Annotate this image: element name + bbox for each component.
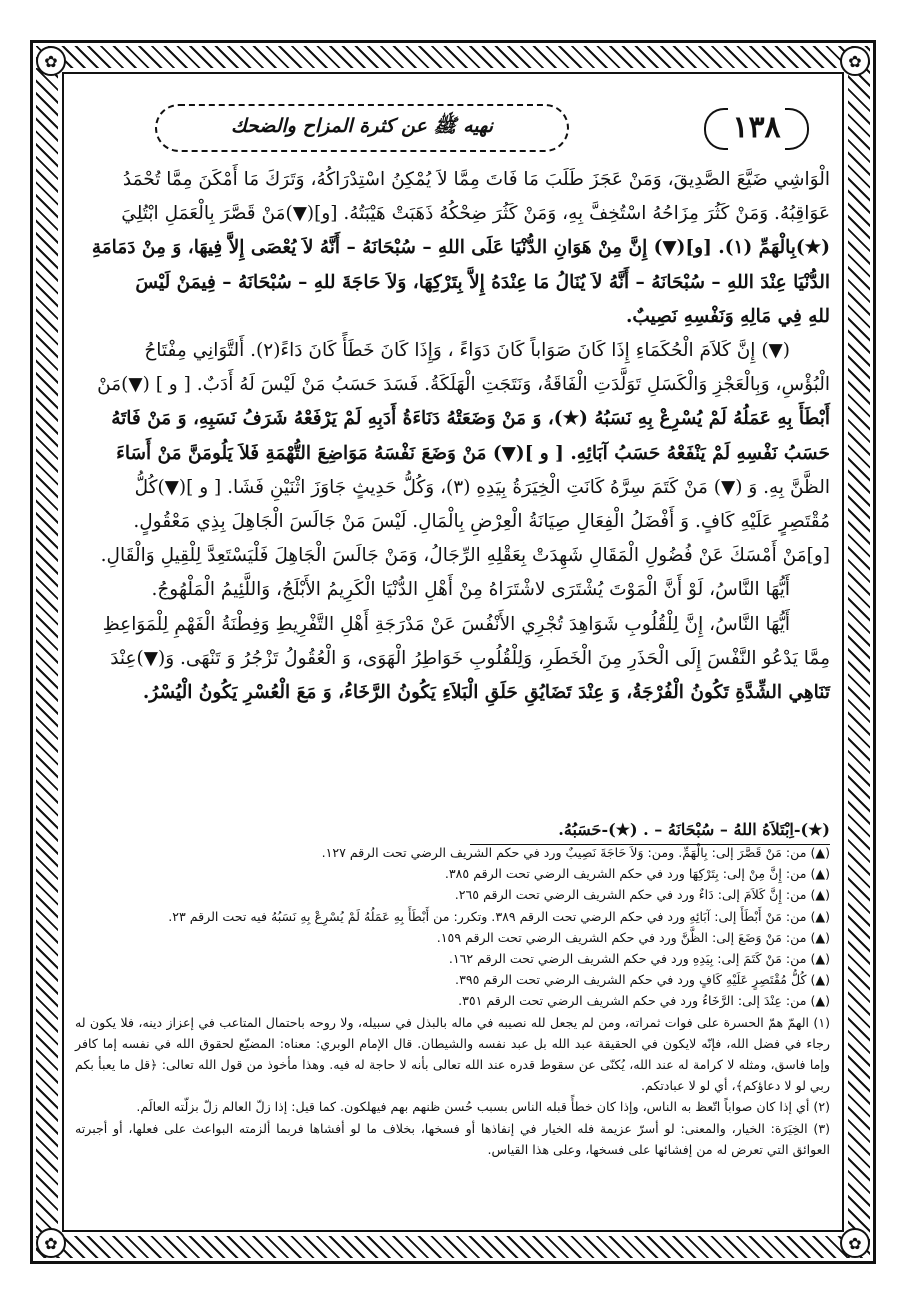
text-line: أَيُّهَا النَّاسُ، لَوْ أَنَّ الْمَوْتَ يُشْتَرَى لاشْتَرَاهُ مِنْ أَهْلِ الدُّنْيَا الْكَرِيمُ الأَبْلَجُ، وَاللَّئِيمُ الْمَلْهُوجُ. <box>151 579 790 601</box>
source-note: (▲) من: إِنَّ كَلاَمَ إلى: دَاءٌ ورد في حكم الشريف الرضي تحت الرقم ٢٦٥. <box>454 887 830 903</box>
text-line: مِمَّا يَدْعُو النَّفْسَ إِلَى الْحَذَرِ مِنَ الْخَطَرِ، وَلِلْقُلُوبِ خَوَاطِرُ الْهَوَى، وَ الْعُقُولُ تَزْجُرُ وَ تَنْهَى. وَ(▼)عِنْدَ <box>110 647 830 669</box>
footnote: (٢) أي إذا كان صواباً اتّعظ به الناس، وإذا كان خطأً قبله الناس بسبب حُسن ظنهم بهم فيهلكون. كما قيل: إذا زلّ العالم زلّ بزلّته العالَم. <box>136 1099 830 1115</box>
flower-ornament-icon: ✿ <box>36 1228 66 1258</box>
running-title: نهيه ﷺ عن كثرة المزاح والضحك <box>155 104 569 152</box>
text-line: حَسَبُ نَفْسِهِ لَمْ يَنْفَعْهُ حَسَبُ آبَائِهِ. [ و ](▼) مَنْ وَضَعَ نَفْسَهُ مَوَاضِعَ التُّهْمَةِ فَلاَ يَلُومَنَّ مَنْ أَسَاءَ <box>116 442 830 464</box>
main-text <box>75 163 830 710</box>
text-line: الدُّنْيَا عِنْدَ اللهِ – سُبْحَانَهُ – أَنَّهُ لاَ يُنَالُ مَا عِنْدَهُ إِلاَّ بِتَرْكِهَا، وَلاَ حَاجَةَ للهِ – سُبْحَانَهُ – فِيمَنْ لَيْسَ <box>135 271 830 293</box>
text-line: (▼) إِنَّ كَلاَمَ الْحُكَمَاءِ إِذَا كَانَ صَوَاباً كَانَ دَوَاءً ، وَإِذَا كَانَ خَطَأً كَانَ دَاءً(٢). أَلتَّوَانِي مِفْتَاحُ <box>144 340 790 362</box>
source-note: (▲) من: مَنْ كَتَمَ إلى: بِيَدِهِ ورد في حكم الشريف الرضي تحت الرقم ١٦٢. <box>448 951 830 967</box>
flower-ornament-icon: ✿ <box>840 1228 870 1258</box>
text-line: الظَّنَّ بِهِ. وَ (▼) مَنْ كَتَمَ سِرَّهُ كَانَتِ الْخِيَرَةُ بِيَدِهِ (٣)، وَكُلُّ حَدِيثٍ جَاوَزَ اثْنَيْنِ فَشَا. [ و ](▼)كُلُّ <box>134 476 830 498</box>
source-note: (▲) من: عِنْدَ إلى: الرَّخَاءُ ورد في حكم الشريف الرضي تحت الرقم ٣٥١. <box>458 993 830 1009</box>
text-line: للهِ فِي مَالِهِ وَنَفْسِهِ نَصِيبٌ. <box>625 305 830 327</box>
text-line: [و]مَنْ أَمْسَكَ عَنْ فُضُولِ الْمَقَالِ شَهِدَتْ بِعَقْلِهِ الرِّجَالُ، وَمَنْ جَالَسَ الْجَاهِلَ فَلْيَسْتَعِدَّ لِلْقِيلِ وَالْقَالِ. <box>100 545 830 567</box>
text-line: تَنَاهِي الشِّدَّةِ تَكُونُ الْفُرْجَةُ، وَ عِنْدَ تَضَايُقِ حَلَقِ الْبَلاَءِ يَكُونُ الرَّخَاءُ، وَ مَعَ الْعُسْرِ يَكُونُ الْيُسْرُ. <box>142 682 830 704</box>
page-header <box>95 100 815 160</box>
variant-note: (★)-اِبْتَلاَهُ اللهُ – سُبْحَانَهُ – . (★)-حَسَبُهُ. <box>558 820 830 839</box>
text-line: مُقْتَصِرٍ عَلَيْهِ كَافٍ. وَ أَفْضَلُ الْفِعَالِ صِيَانَةُ الْعِرْضِ بِالْمَالِ. لَيْسَ مَنْ جَالَسَ الْجَاهِلَ بِذِي مَعْقُولٍ. <box>133 511 830 533</box>
text-line: الْبُؤْسِ، وَبِالْعَجْزِ وَالْكَسَلِ تَوَلَّدَتِ الْفَاقَةُ، وَنَتَجَتِ الْهَلَكَةُ. فَسَدَ حَسَبُ مَنْ لَيْسَ لَهُ أَدَبٌ. [ و ] (▼)مَنْ <box>97 374 830 396</box>
flower-ornament-icon: ✿ <box>840 46 870 76</box>
source-note: (▲) من: مَنْ قَصَّرَ إلى: بِالْهَمِّ. ومن: وَلاَ حَاجَةَ نَصِيبٌ ورد في حكم الشريف الرضي تحت الرقم ١٢٧. <box>321 845 830 860</box>
flower-ornament-icon: ✿ <box>36 46 66 76</box>
text-line: عَوَاقِبُهُ. وَمَنْ كَثُرَ مِزَاحُهُ اسْتُخِفَّ بِهِ، وَمَنْ كَثُرَ ضِحْكُهُ ذَهَبَتْ هَيْبَتُهُ. [و](▼)مَنْ قَصَّرَ بِالْعَمَلِ ابْتُلِيَ <box>121 203 830 225</box>
text-line: أَبْطَأَ بِهِ عَمَلُهُ لَمْ يُسْرِعْ بِهِ نَسَبُهُ (★)، وَ مَنْ وَضَعَتْهُ دَنَاءَةُ أَدَبِهِ لَمْ يَرْفَعْهُ شَرَفُ نَسَبِهِ، وَ مَنْ فَاتَهُ <box>111 408 830 430</box>
text-line: (★)بِالْهَمِّ (١). [و](▼) إِنَّ مِنْ هَوَانِ الدُّنْيَا عَلَى اللهِ – سُبْحَانَهُ – أَنَّهُ لاَ يُعْصَى إِلاَّ فِيهَا، وَ مِنْ دَمَامَةِ <box>91 237 830 259</box>
footnote: (١) الهمّ همّ الحسرة على فوات ثمراته، ومن لم يجعل لله نصيبه في ماله بالبذل في سبيله، ولا روحه باحتمال المتاعب في إعزاز دينه، فلا يكون له رجاء في فضل الله، فإنّه لايكون في الحقيقة عبد الله بل عبد نفسه والشيطان. قال الإمام الوبري: معناه: المضيّع لحقوق الله في نفسه إما كافر وإما فاسق، ومثله لا كرامة له عند الله، يُكنّى عن سقوط قدره عند الله تعالى بأنه لا حاجة له فيه. وهذا مأخوذ من قول الله تعالى: ﴿قل ما يعبأ بكم ربي لو لا دعاؤكم﴾، أي لو لا عبادتكم. <box>75 1014 830 1094</box>
footnote: (٣) الخِيَرَة: الخيار، والمعنى: لو أسرّ عزيمة فله الخيار في إنفاذها أو فسخها، بخلاف ما لو أفشاها فربما ألزمته البواعث على فعلها، أو أجبرته العوائق التي تعرض له من إفشائها على فسخها، وعلى هذا القياس. <box>75 1120 830 1157</box>
text-line: الْوَاشِي ضَيَّعَ الصَّدِيقَ، وَمَنْ عَجَزَ طَلَبَ مَا فَاتَ مِمَّا لاَ يُمْكِنُ اسْتِدْرَاكُهُ، وَتَرَكَ مَا أَمْكَنَ مِمَّا تُحْمَدُ <box>122 169 830 190</box>
source-note: (▲) من: إِنَّ مِنْ إلى: بِتَرْكِهَا ورد في حكم الشريف الرضي تحت الرقم ٣٨٥. <box>444 866 830 882</box>
source-note: (▲) من: مَنْ أَبْطَأَ إلى: آبَائِهِ ورد في حكم الرضي تحت الرقم ٣٨٩. وتكرر: من أَبْطَأَ بِهِ عَمَلُهُ لَمْ يُسْرِعْ بِهِ نَسَبُهُ فيه تحت الرقم ٢٣. <box>168 908 830 924</box>
source-note: (▲) كُلُّ مُقْتَصِرٍ عَلَيْهِ كَافٍ ورد في حكم الشريف الرضي تحت الرقم ٣٩٥. <box>455 972 830 988</box>
text-line: أَيُّهَا النَّاسُ، إِنَّ لِلْقُلُوبِ شَوَاهِدَ تُجْرِي الأَنْفُسَ عَنْ مَدْرَجَةِ أَهْلِ التَّفْرِيطِ وَفِطْنَةُ الْفَهْمِ لِلْمَوَاعِظِ <box>102 613 790 635</box>
footnotes <box>75 818 830 1160</box>
page-number: ١٣٨ <box>704 102 809 152</box>
source-note: (▲) من: مَنْ وَضَعَ إلى: الظَّنَّ ورد في حكم الشريف الرضي تحت الرقم ١٥٩. <box>436 929 830 945</box>
